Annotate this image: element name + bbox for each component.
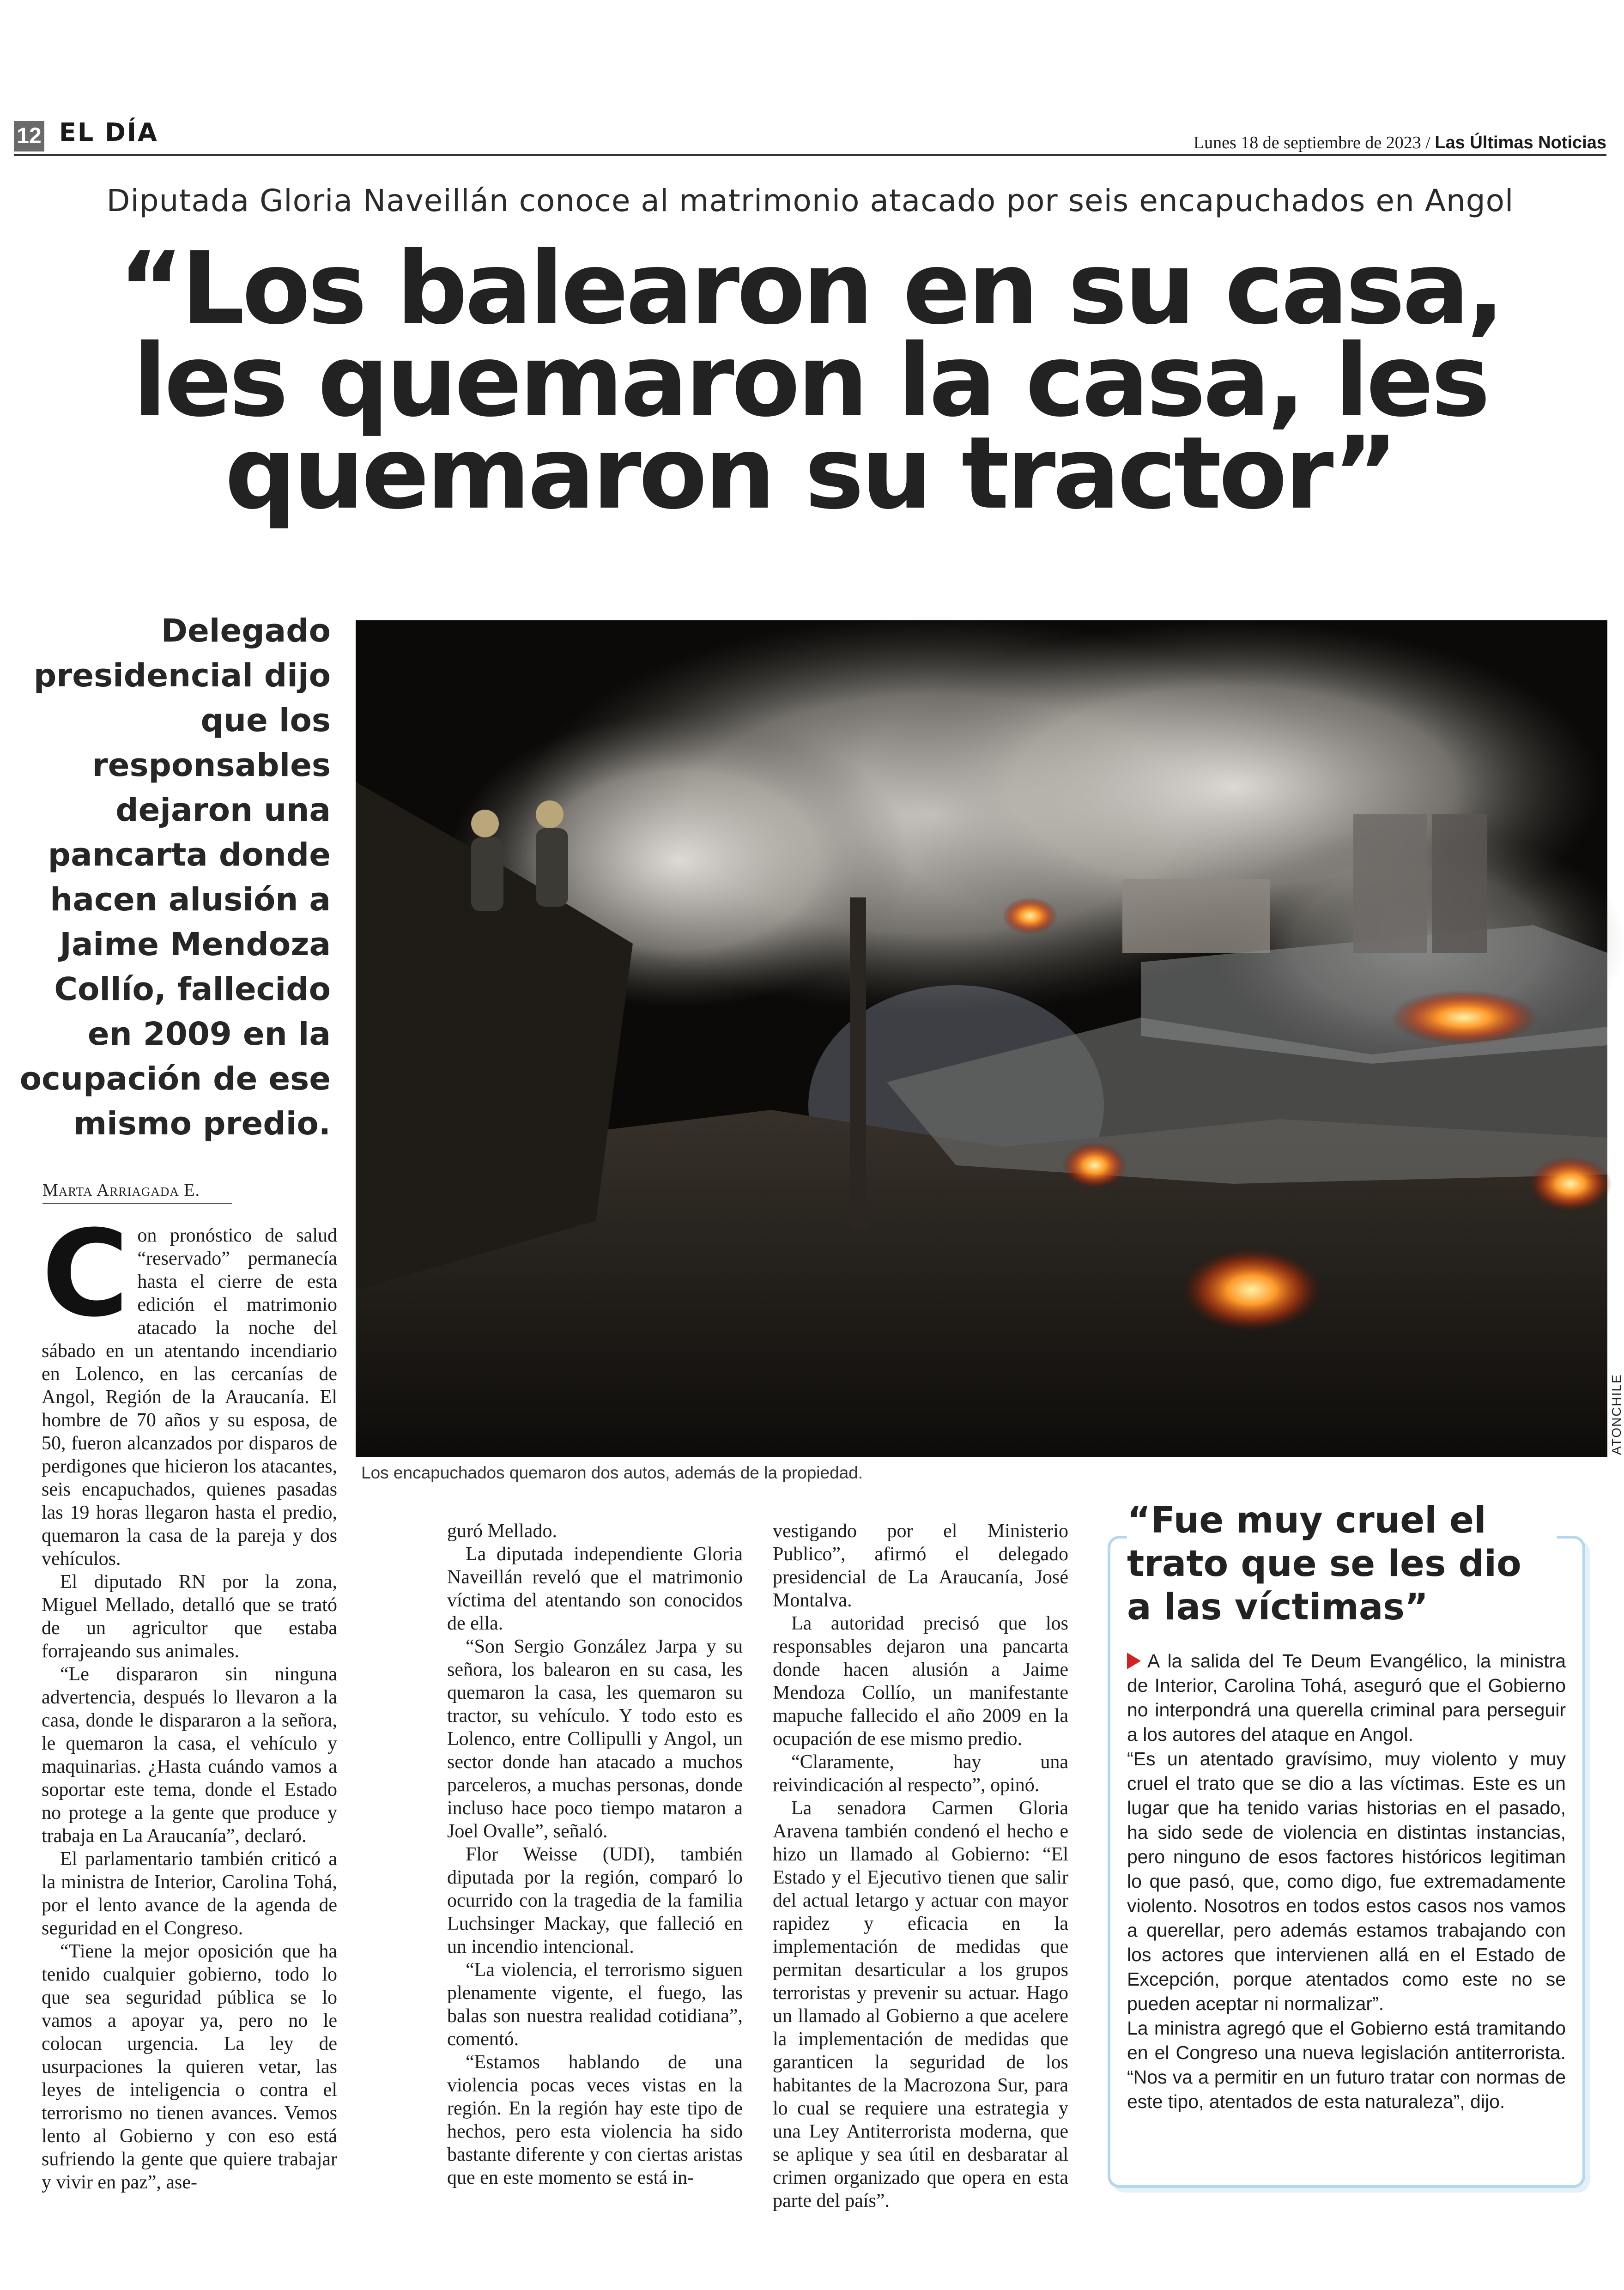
byline-rule <box>42 1203 232 1204</box>
article-paragraph: “Le dispararon sin ninguna advertencia, después lo llevaron a la casa, donde le dispararon a la señora, le quemaron la casa, el vehículo y maquinarias. ¿Hasta cuándo vamos a soportar este tema, donde el Estado no protege a la gente que produce y trabaja en La Araucanía”, declaró. <box>42 1664 337 1847</box>
article-column-2 <box>447 1520 743 2189</box>
article-paragraph: El diputado RN por la zona, Miguel Mellado, detalló que se trató de un agricultor que estaba forrajeando sus animales. <box>42 1571 337 1662</box>
headline <box>0 230 1620 531</box>
sidebar-title: “Fue muy cruel el trato que se les dio a las víctimas” <box>1127 1499 1557 1632</box>
article-paragraph: El parlamentario también criticó a la ministra de Interior, Carolina Tohá, por el lento avance de la agenda de seguridad en el Congreso. <box>42 1848 337 1939</box>
sidebar-body <box>1127 1649 1566 2114</box>
dropcap: C <box>42 1205 129 1343</box>
article-column-3 <box>773 1520 1068 2212</box>
page-number: 12 <box>14 121 44 151</box>
red-triangle-icon <box>1127 1653 1141 1669</box>
header-rule <box>14 154 1606 156</box>
headline-line-2: les quemaron la casa, les <box>133 323 1488 439</box>
sidebar-paragraph: A la salida del Te Deum Evangélico, la ministra de Interior, Carolina Tohá, aseguró que el Gobierno no interpondrá una querella criminal para perseguir a los autores del ataque en Angol. <box>1127 1650 1566 1745</box>
article-paragraph: “La violencia, el terrorismo siguen plenamente vigente, el fuego, las balas son nuestra realidad cotidiana”, comentó. <box>447 1959 743 2050</box>
kicker: Diputada Gloria Naveillán conoce al matrimonio atacado por seis encapuchados en Angol <box>106 183 1514 218</box>
sidebar-paragraph: “Es un atentado gravísimo, muy violento y muy cruel el trato que se dio a las víctimas. Este es un lugar que ha tenido varias historias en el pasado, ha sido sede de violencia en distintas instancias, pero ninguno de esos factores históricos legitiman lo que pasó, que, como digo, fue extremadamente violento. Nosotros en todos estos casos nos vamos a querellar, pero además estamos trabajando con los actores que intervienen allá en el Estado de Excepción, porque atentados como este no se pueden aceptar ni normalizar”. <box>1127 1748 1566 2014</box>
article-paragraph: “Son Sergio González Jarpa y su señora, los balearon en su casa, les quemaron la casa, les quemaron su tractor, su vehículo. Y todo esto es Lolenco, entre Collipulli y Angol, un sector donde han atacado a muchos parceleros, a muchas personas, donde incluso hace poco tiempo mataron a Joel Ovalle”, señaló. <box>447 1636 743 1842</box>
dateline <box>1194 132 1606 154</box>
publication-date: Lunes 18 de septiembre de 2023 / <box>1193 133 1430 152</box>
article-paragraph: “Tiene la mejor oposición que ha tenido cualquier gobierno, todo lo que sea seguridad pública se lo vamos a apoyar ya, pero no le colocan urgencia. La ley de usurpaciones la quieren vetar, las leyes de inteligencia o contra el terrorismo no tienen avances. Vemos lento al Gobierno y con eso está sufriendo la gente que quiere trabajar y vivir en paz”, ase- <box>42 1941 337 2193</box>
article-paragraph: “Estamos hablando de una violencia pocas veces vistas en la región. En la región hay este tipo de hechos, pero esta violencia ha sido bastante diferente y con ciertas aristas que en este momento se está in- <box>447 2052 743 2188</box>
photo-caption: Los encapuchados quemaron dos autos, además de la propiedad. <box>361 1463 863 1482</box>
byline: Marta Arriagada E. <box>42 1181 200 1200</box>
photo-credit: ATONCHILE <box>1609 1374 1624 1455</box>
article-paragraph: La senadora Carmen Gloria Aravena también condenó el hecho e hizo un llamado al Gobierno: “El Estado y el Ejecutivo tienen que salir del actual letargo y actuar con mayor rapidez y eficacia en la implementación de medidas que permitan desarticular a los grupos terroristas y prevenir su actuar. Hago un llamado al Gobierno a que acelere la implementación de medidas que garanticen la seguridad de los habitantes de la Macrozona Sur, para lo cual se requiere una estrategia y una Ley Antiterrorista moderna, que se aplique y sea útil en desbaratar al crimen organizado que opera en esta parte del país”. <box>773 1798 1068 2211</box>
article-paragraph: vestigando por el Ministerio Publico”, afirmó el delegado presidencial de La Araucanía, José Montalva. <box>773 1521 1068 1611</box>
article-paragraph: Flor Weisse (UDI), también diputada por la región, comparó lo ocurrido con la tragedia de la familia Luchsinger Mackay, que falleció en un incendio intencional. <box>447 1844 743 1957</box>
fire-scene-illustration <box>356 620 1607 1457</box>
article-paragraph: “Claramente, hay una reivindicación al respecto”, opinó. <box>773 1751 1068 1796</box>
newspaper-name: Las Últimas Noticias <box>1435 133 1606 152</box>
headline-line-3: quemaron su tractor” <box>224 415 1396 531</box>
headline-line-1: “Los balearon en su casa, <box>118 230 1502 346</box>
article-paragraph: Con pronóstico de salud “reservado” permanecía hasta el cierre de esta edición el matrimonio atacado la noche del sábado en un atentando incendiario en Lolenco, en las cercanías de Angol, Región de la Araucanía. El hombre de 70 años y su esposa, de 50, fueron alcanzados por disparos de perdigones que hicieron los atacantes, seis encapuchados, quienes pasadas las 19 horas llegaron hasta el predio, quemaron la casa de la pareja y dos vehículos. <box>42 1205 337 1569</box>
article-paragraph: guró Mellado. <box>447 1521 557 1542</box>
fire-photo <box>356 620 1607 1457</box>
deck: Delegado presidencial dijo que los responsables dejaron una pancarta donde hacen alusión a Jaime Mendoza Collío, fallecido en 2009 en la ocupación de ese mismo predio. <box>19 612 331 1142</box>
article-paragraph: La autoridad precisó que los responsables dejaron una pancarta donde hacen alusión a Jaime Mendoza Collío, un manifestante mapuche fallecido el año 2009 en la ocupación de ese mismo predio. <box>773 1613 1068 1750</box>
sidebar-paragraph: La ministra agregó que el Gobierno está tramitando en el Congreso una nueva legislación antiterrorista. “Nos va a permitir en un futuro tratar con normas de este tipo, atentados de esta naturaleza”, dijo. <box>1127 2017 1566 2112</box>
article-paragraph: La diputada independiente Gloria Naveillán reveló que el matrimonio víctima del atentando son conocidos de ella. <box>447 1544 743 1634</box>
section-name: EL DÍA <box>59 118 158 147</box>
article-column-1 <box>42 1205 337 2194</box>
